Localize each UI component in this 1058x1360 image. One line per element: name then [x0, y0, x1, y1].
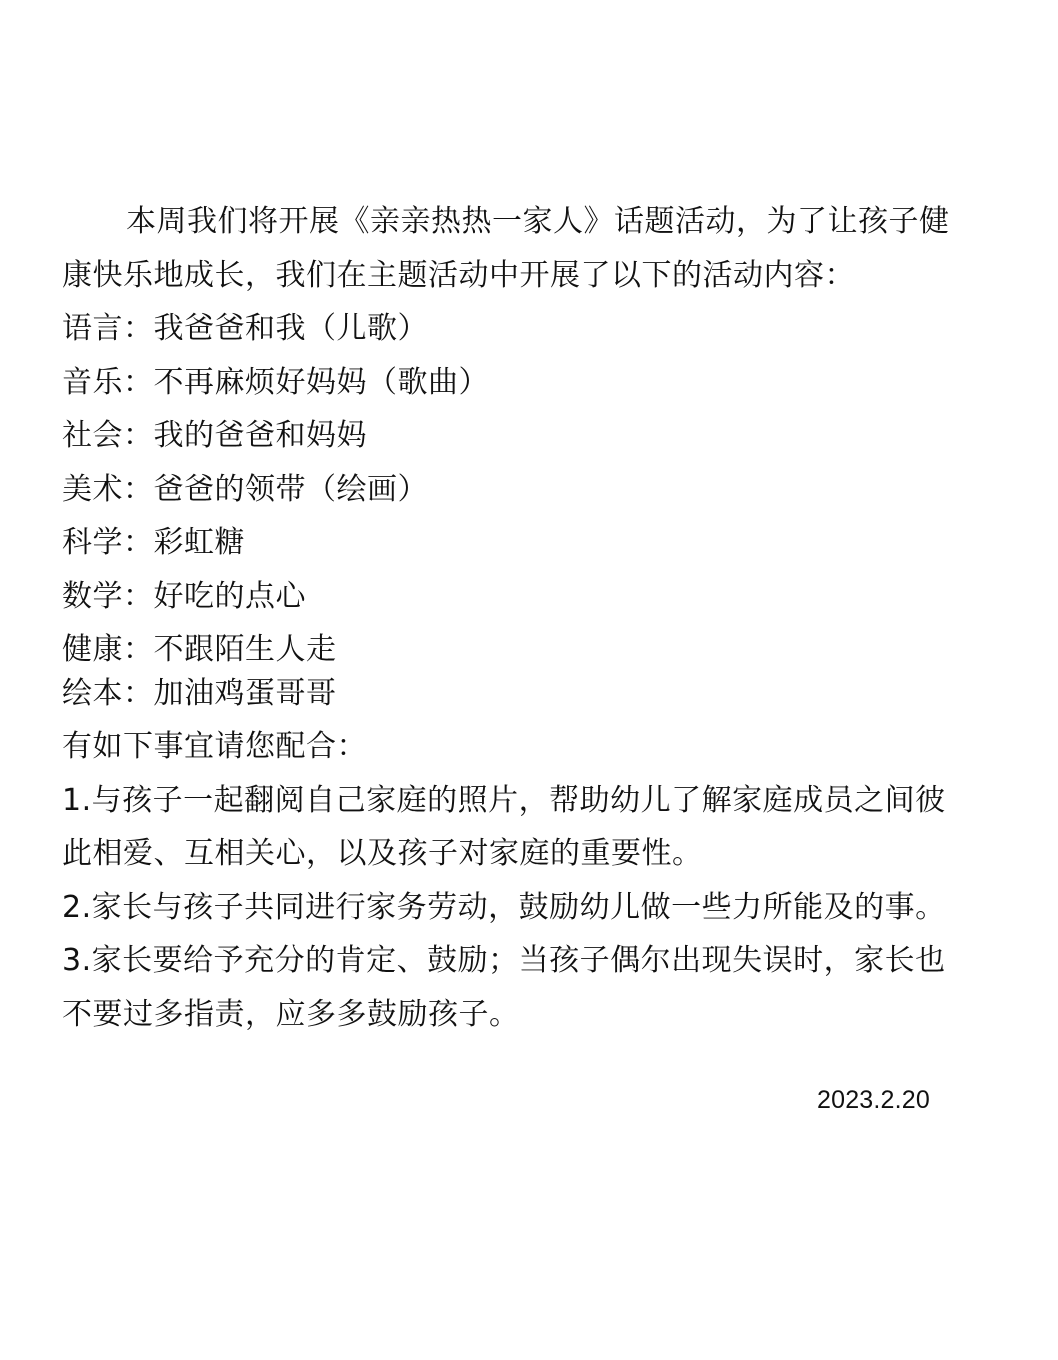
notice-body	[62, 195, 1002, 1041]
cooperation-item-3-line-1: 3.家长要给予充分的肯定、鼓励；当孩子偶尔出现失误时，家长也	[62, 943, 946, 978]
cooperation-heading: 有如下事宜请您配合：	[62, 729, 367, 764]
activity-art: 美术：爸爸的领带（绘画）	[62, 471, 428, 507]
activity-picture-book: 绘本：加油鸡蛋哥哥	[62, 675, 337, 711]
activity-health: 健康：不跟陌生人走	[62, 632, 337, 667]
cooperation-item-3-line-2: 不要过多指责，应多多鼓励孩子。	[62, 996, 520, 1032]
activity-language: 语言：我爸爸和我（儿歌）	[62, 311, 428, 346]
activity-society: 社会：我的爸爸和妈妈	[62, 418, 367, 453]
intro-line-2: 康快乐地成长，我们在主题活动中开展了以下的活动内容：	[62, 257, 855, 293]
activity-music: 音乐：不再麻烦好妈妈（歌曲）	[62, 364, 489, 400]
cooperation-item-1-line-2: 此相爱、互相关心，以及孩子对家庭的重要性。	[62, 836, 703, 871]
activity-math: 数学：好吃的点心	[62, 578, 306, 614]
document-date: 2023.2.20	[817, 1086, 931, 1114]
cooperation-item-1-line-1: 1.与孩子一起翻阅自己家庭的照片，帮助幼儿了解家庭成员之间彼	[62, 782, 946, 818]
intro-line-1: 本周我们将开展《亲亲热热一家人》话题活动，为了让孩子健	[126, 204, 950, 239]
cooperation-item-2: 2.家长与孩子共同进行家务劳动，鼓励幼儿做一些力所能及的事。	[62, 889, 946, 925]
activity-science: 科学：彩虹糖	[62, 525, 245, 560]
